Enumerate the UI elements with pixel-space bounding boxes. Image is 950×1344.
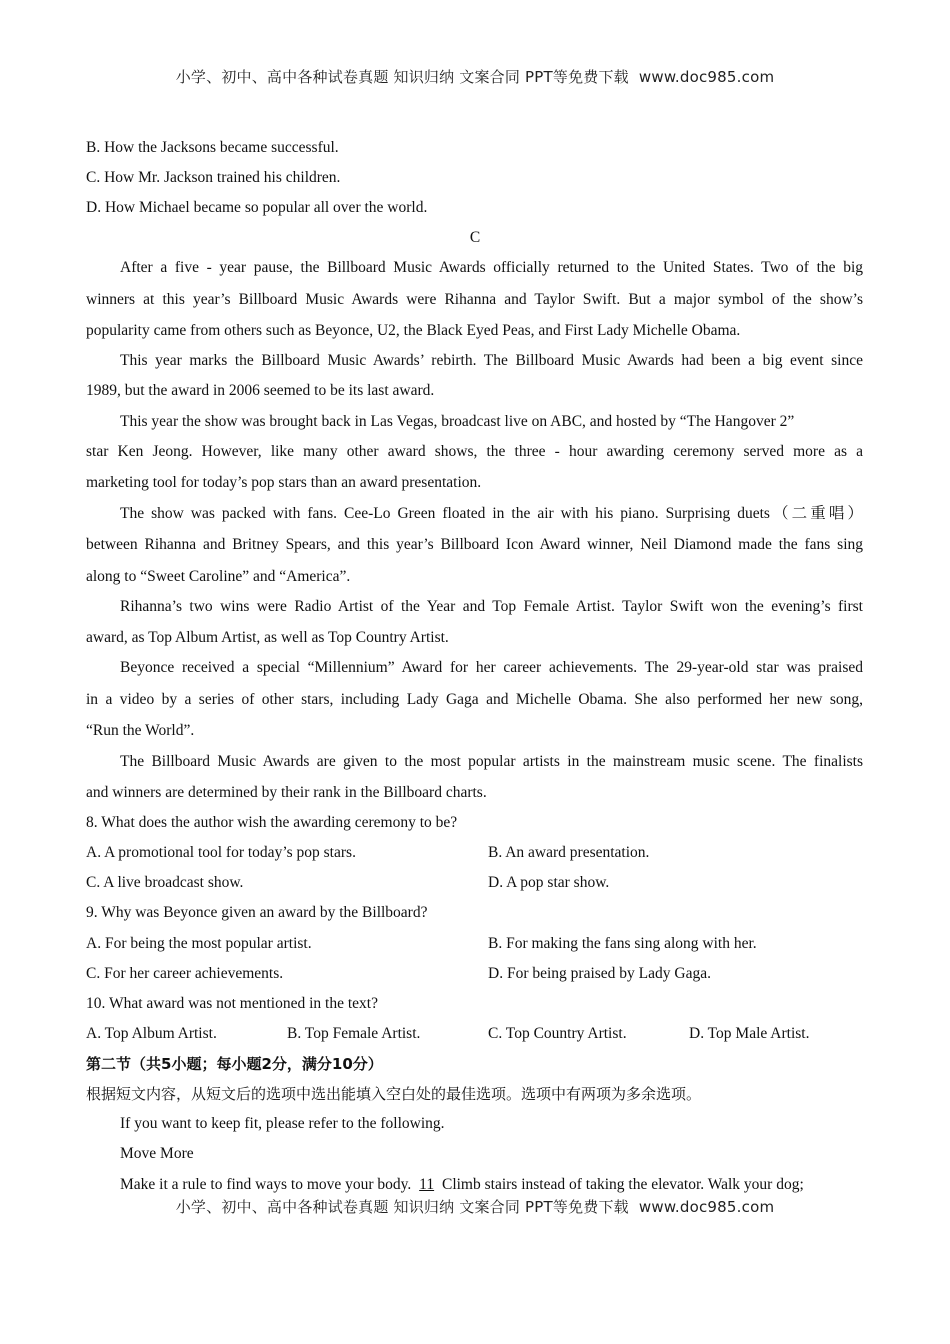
q9-option-a[interactable]: A. For being the most popular artist.: [86, 935, 312, 952]
section-2-title: 第二节（共5小题；每小题2分，满分10分）: [86, 1055, 383, 1073]
prev-option-b: B. How the Jacksons became successful.: [86, 139, 339, 156]
q9-option-c[interactable]: C. For her career achievements.: [86, 965, 284, 982]
passage-line: star Ken Jeong. However, like many other award shows, the three - hour awarding ceremony served more as a: [86, 443, 863, 460]
section-2-instruction: 根据短文内容，从短文后的选项中选出能填入空白处的最佳选项。选项中有两项为多余选项。: [86, 1085, 702, 1103]
section-2-intro: If you want to keep fit, please refer to the following.: [120, 1115, 445, 1132]
passage-line: This year the show was brought back in Las Vegas, broadcast live on ABC, and hosted by “The Hangover 2”: [120, 413, 795, 430]
passage-line: in a video by a series of other stars, including Lady Gaga and Michelle Obama. She also performed her new song,: [86, 691, 863, 708]
prev-option-d: D. How Michael became so popular all over the world.: [86, 199, 428, 216]
question-9-stem: 9. Why was Beyonce given an award by the Billboard?: [86, 904, 428, 921]
blank-11[interactable]: 11: [419, 1176, 435, 1193]
question-10-stem: 10. What award was not mentioned in the text?: [86, 995, 378, 1012]
prev-option-c: C. How Mr. Jackson trained his children.: [86, 169, 341, 186]
passage-line: and winners are determined by their rank in the Billboard charts.: [86, 784, 487, 801]
page-footer: [0, 1196, 950, 1217]
header-text: 小学、初中、高中各种试卷真题 知识归纳 文案合同 PPT等免费下载: [175, 68, 629, 86]
passage-letter: C: [469, 229, 481, 246]
header-url[interactable]: www.doc985.com: [638, 68, 775, 86]
page-header: [0, 66, 950, 87]
footer-url[interactable]: www.doc985.com: [638, 1198, 775, 1216]
passage-line: This year marks the Billboard Music Awards’ rebirth. The Billboard Music Awards had been a big event since: [120, 352, 863, 369]
q10-option-c[interactable]: C. Top Country Artist.: [488, 1025, 627, 1042]
passage-line: between Rihanna and Britney Spears, and this year’s Billboard Icon Award winner, Neil Diamond made the fans sing: [86, 536, 863, 553]
q10-option-b[interactable]: B. Top Female Artist.: [287, 1025, 421, 1042]
question-8-stem: 8. What does the author wish the awarding ceremony to be?: [86, 814, 458, 831]
passage-line: popularity came from others such as Beyonce, U2, the Black Eyed Peas, and First Lady Michelle Obama.: [86, 322, 741, 339]
q10-option-a[interactable]: A. Top Album Artist.: [86, 1025, 217, 1042]
q8-option-b[interactable]: B. An award presentation.: [488, 844, 650, 861]
passage-line: The show was packed with fans. Cee-Lo Green floated in the air with his piano. Surprising duets（二重唱）: [120, 505, 863, 522]
passage-line: winners at this year’s Billboard Music Awards were Rihanna and Taylor Swift. But a major symbol of the show’s: [86, 291, 863, 308]
q9-option-d[interactable]: D. For being praised by Lady Gaga.: [488, 965, 711, 982]
footer-text: 小学、初中、高中各种试卷真题 知识归纳 文案合同 PPT等免费下载: [175, 1198, 629, 1216]
passage-line: “Run the World”.: [86, 722, 195, 739]
q8-option-d[interactable]: D. A pop star show.: [488, 874, 610, 891]
line-before-blank: Make it a rule to find ways to move your body.: [120, 1176, 412, 1193]
section-2-first-line: [120, 1175, 804, 1195]
passage-line: along to “Sweet Caroline” and “America”.: [86, 568, 351, 585]
passage-line: award, as Top Album Artist, as well as Top Country Artist.: [86, 629, 449, 646]
passage-line: The Billboard Music Awards are given to the most popular artists in the mainstream music scene. The finalists: [120, 753, 863, 770]
line-after-blank: Climb stairs instead of taking the elevator. Walk your dog;: [441, 1176, 804, 1193]
passage-line: 1989, but the award in 2006 seemed to be its last award.: [86, 382, 435, 399]
q10-option-d[interactable]: D. Top Male Artist.: [689, 1025, 810, 1042]
passage-line: marketing tool for today’s pop stars than an award presentation.: [86, 474, 482, 491]
passage-line: Beyonce received a special “Millennium” Award for her career achievements. The 29-year-old star was praised: [120, 659, 863, 676]
passage-line: After a five - year pause, the Billboard Music Awards officially returned to the United States. Two of the big: [120, 259, 863, 276]
q9-option-b[interactable]: B. For making the fans sing along with her.: [488, 935, 757, 952]
q8-option-c[interactable]: C. A live broadcast show.: [86, 874, 244, 891]
section-2-subtitle: Move More: [120, 1145, 194, 1162]
passage-line: Rihanna’s two wins were Radio Artist of the Year and Top Female Artist. Taylor Swift won the evening’s first: [120, 598, 863, 615]
q8-option-a[interactable]: A. A promotional tool for today’s pop stars.: [86, 844, 356, 861]
